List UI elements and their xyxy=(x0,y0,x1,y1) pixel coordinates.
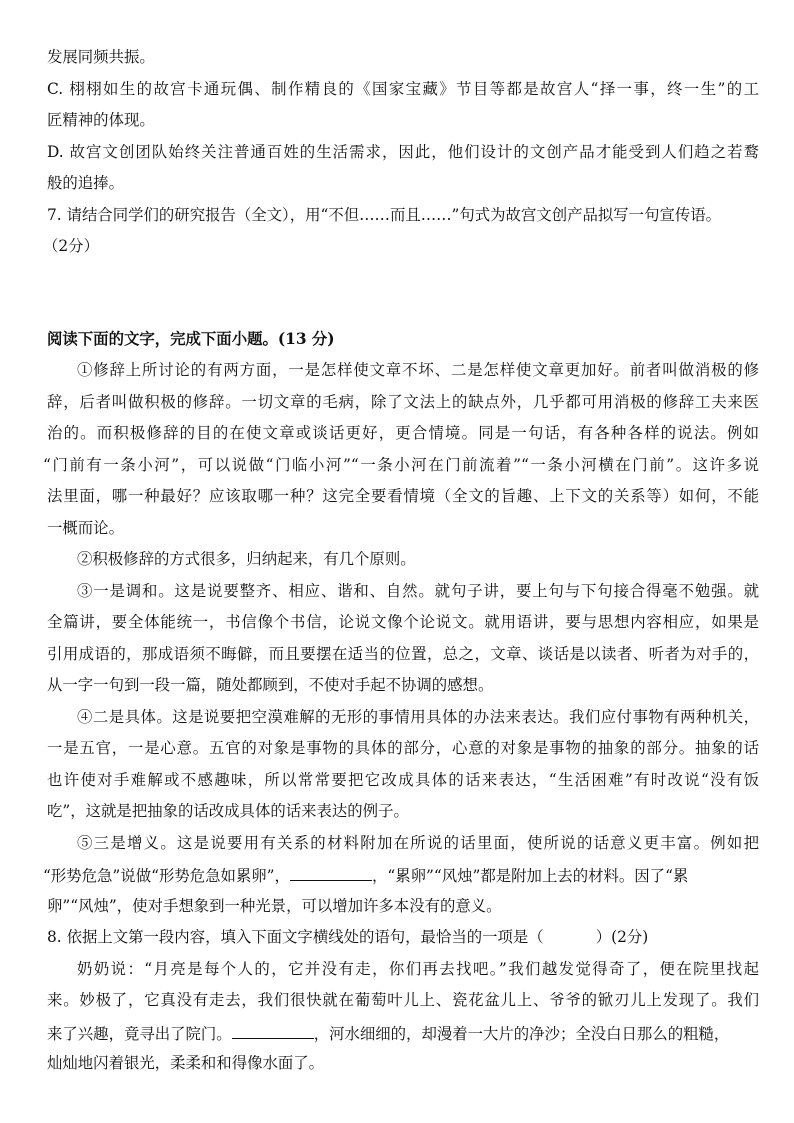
paragraph-1-line: “门前有一条小河”，可以说做“门临小河”“一条小河在门前流着”“一条小河横在门前”。这许多说 xyxy=(43,456,759,474)
paragraph-3-line: 引用成语的，那成语须不晦僻，而且要摆在适当的位置，总之，文章、谈话是以读者、听者为对手的， xyxy=(47,645,759,663)
paragraph-1-line: 治的。而积极修辞的目的在使文章或谈话更好，更合情境。同是一句话，有各种各样的说法。例如 xyxy=(47,424,759,442)
reading-instruction: 阅读下面的文字，完成下面小题。(13 分) xyxy=(47,330,335,348)
passage-line: 灿灿地闪着银光，柔柔和和得像水面了。 xyxy=(47,1054,325,1072)
paragraph-1-line: 一概而论。 xyxy=(47,519,124,537)
question-7: 7. 请结合同学们的研究报告（全文），用“不但……而且……”句式为故宫文创产品拟写一句宣传语。 xyxy=(47,206,722,224)
paragraph-1-line: 法里面，哪一种最好？应该取哪一种？这完全要看情境（全文的旨趣、上下文的关系等）如何，不能 xyxy=(47,487,759,505)
paragraph-1-line: 辞，后者叫做积极的修辞。一切文章的毛病，除了文法上的缺点外，几乎都可用消极的修辞工夫来医 xyxy=(47,393,759,411)
paragraph-1-line: ①修辞上所讨论的有两方面，一是怎样使文章不坏、二是怎样使文章更加好。前者叫做消极的修 xyxy=(77,361,759,379)
question-7-score: （2分） xyxy=(43,237,99,255)
passage-line xyxy=(47,1020,759,1046)
text-fragment: ，“累卵”“风烛”都是附加上去的材料。因了“累 xyxy=(371,867,689,885)
option-c-line: C. 栩栩如生的故宫卡通玩偶、制作精良的《国家宝藏》节目等都是故宫人“择一事，终一生”的工 xyxy=(47,80,759,98)
text-line: 匠精神的体现。 xyxy=(47,111,155,129)
text-fragment: 来了兴趣，竟寻出了院门。 xyxy=(47,1025,232,1043)
paragraph-3-line: 全篇讲，要全体能统一，书信像个书信，论说文像个论说文。就用语讲，要与思想内容相应，如果是 xyxy=(47,613,759,631)
paragraph-4-line: ④二是具体。这是说要把空漠难解的无形的事情用具体的办法来表达。我们应付事物有两种机关， xyxy=(77,708,759,726)
paragraph-2: ②积极修辞的方式很多，归纳起来，有几个原则。 xyxy=(77,550,416,568)
passage-line: 来。妙极了，它真没有走去，我们很快就在葡萄叶儿上、瓷花盆儿上、爷爷的锨刃儿上发现了。我们 xyxy=(47,991,759,1009)
passage-line: 奶奶说：“月亮是每个人的，它并没有走，你们再去找吧。”我们越发觉得奇了，便在院里找起 xyxy=(77,960,759,978)
fill-in-blank xyxy=(290,862,372,881)
text-fragment: ，河水细细的，却漫着一大片的净沙；全没白日那么的粗糙， xyxy=(313,1025,730,1043)
paragraph-5-line xyxy=(43,862,759,888)
question-8 xyxy=(47,925,759,949)
paragraph-4-line: 也许使对手难解或不感趣味，所以常常要把它改成具体的话来表达，“生活困难”有时改说“没有饭 xyxy=(47,771,759,789)
text-fragment: ）(2分) xyxy=(595,928,649,946)
text-line: 般的追捧。 xyxy=(47,174,124,192)
text-fragment: 8. 依据上文第一段内容，填入下面文字横线处的语句，最恰当的一项是（ xyxy=(47,928,544,946)
text-line: 发展同频共振。 xyxy=(47,48,155,66)
paragraph-4-line: 一是五官，一是心意。五官的对象是事物的具体的部分，心意的对象是事物的抽象的部分。抽象的话 xyxy=(47,739,759,757)
fill-in-blank xyxy=(232,1020,314,1039)
paragraph-4-line: 吃”，这就是把抽象的话改成具体的话来表达的例子。 xyxy=(47,802,409,820)
paragraph-5-line: ⑤三是增义。这是说要用有关系的材料附加在所说的话里面，使所说的话意义更丰富。例如把 xyxy=(77,834,759,852)
paragraph-3-line: ③一是调和。这是说要整齐、相应、谐和、自然。就句子讲，要上句与下句接合得毫不勉强。就 xyxy=(77,582,759,600)
option-d-line: D. 故宫文创团队始终关注普通百姓的生活需求，因此，他们设计的文创产品才能受到人们趋之若鹜 xyxy=(47,143,759,161)
paragraph-5-line: 卵”“风烛”，使对手想象到一种光景，可以增加许多本没有的意义。 xyxy=(47,897,502,915)
paragraph-3-line: 从一字一句到一段一篇，随处都顾到，不使对手起不协调的感想。 xyxy=(47,676,494,694)
text-fragment: “形势危急”说做“形势危急如累卵”， xyxy=(43,867,290,885)
